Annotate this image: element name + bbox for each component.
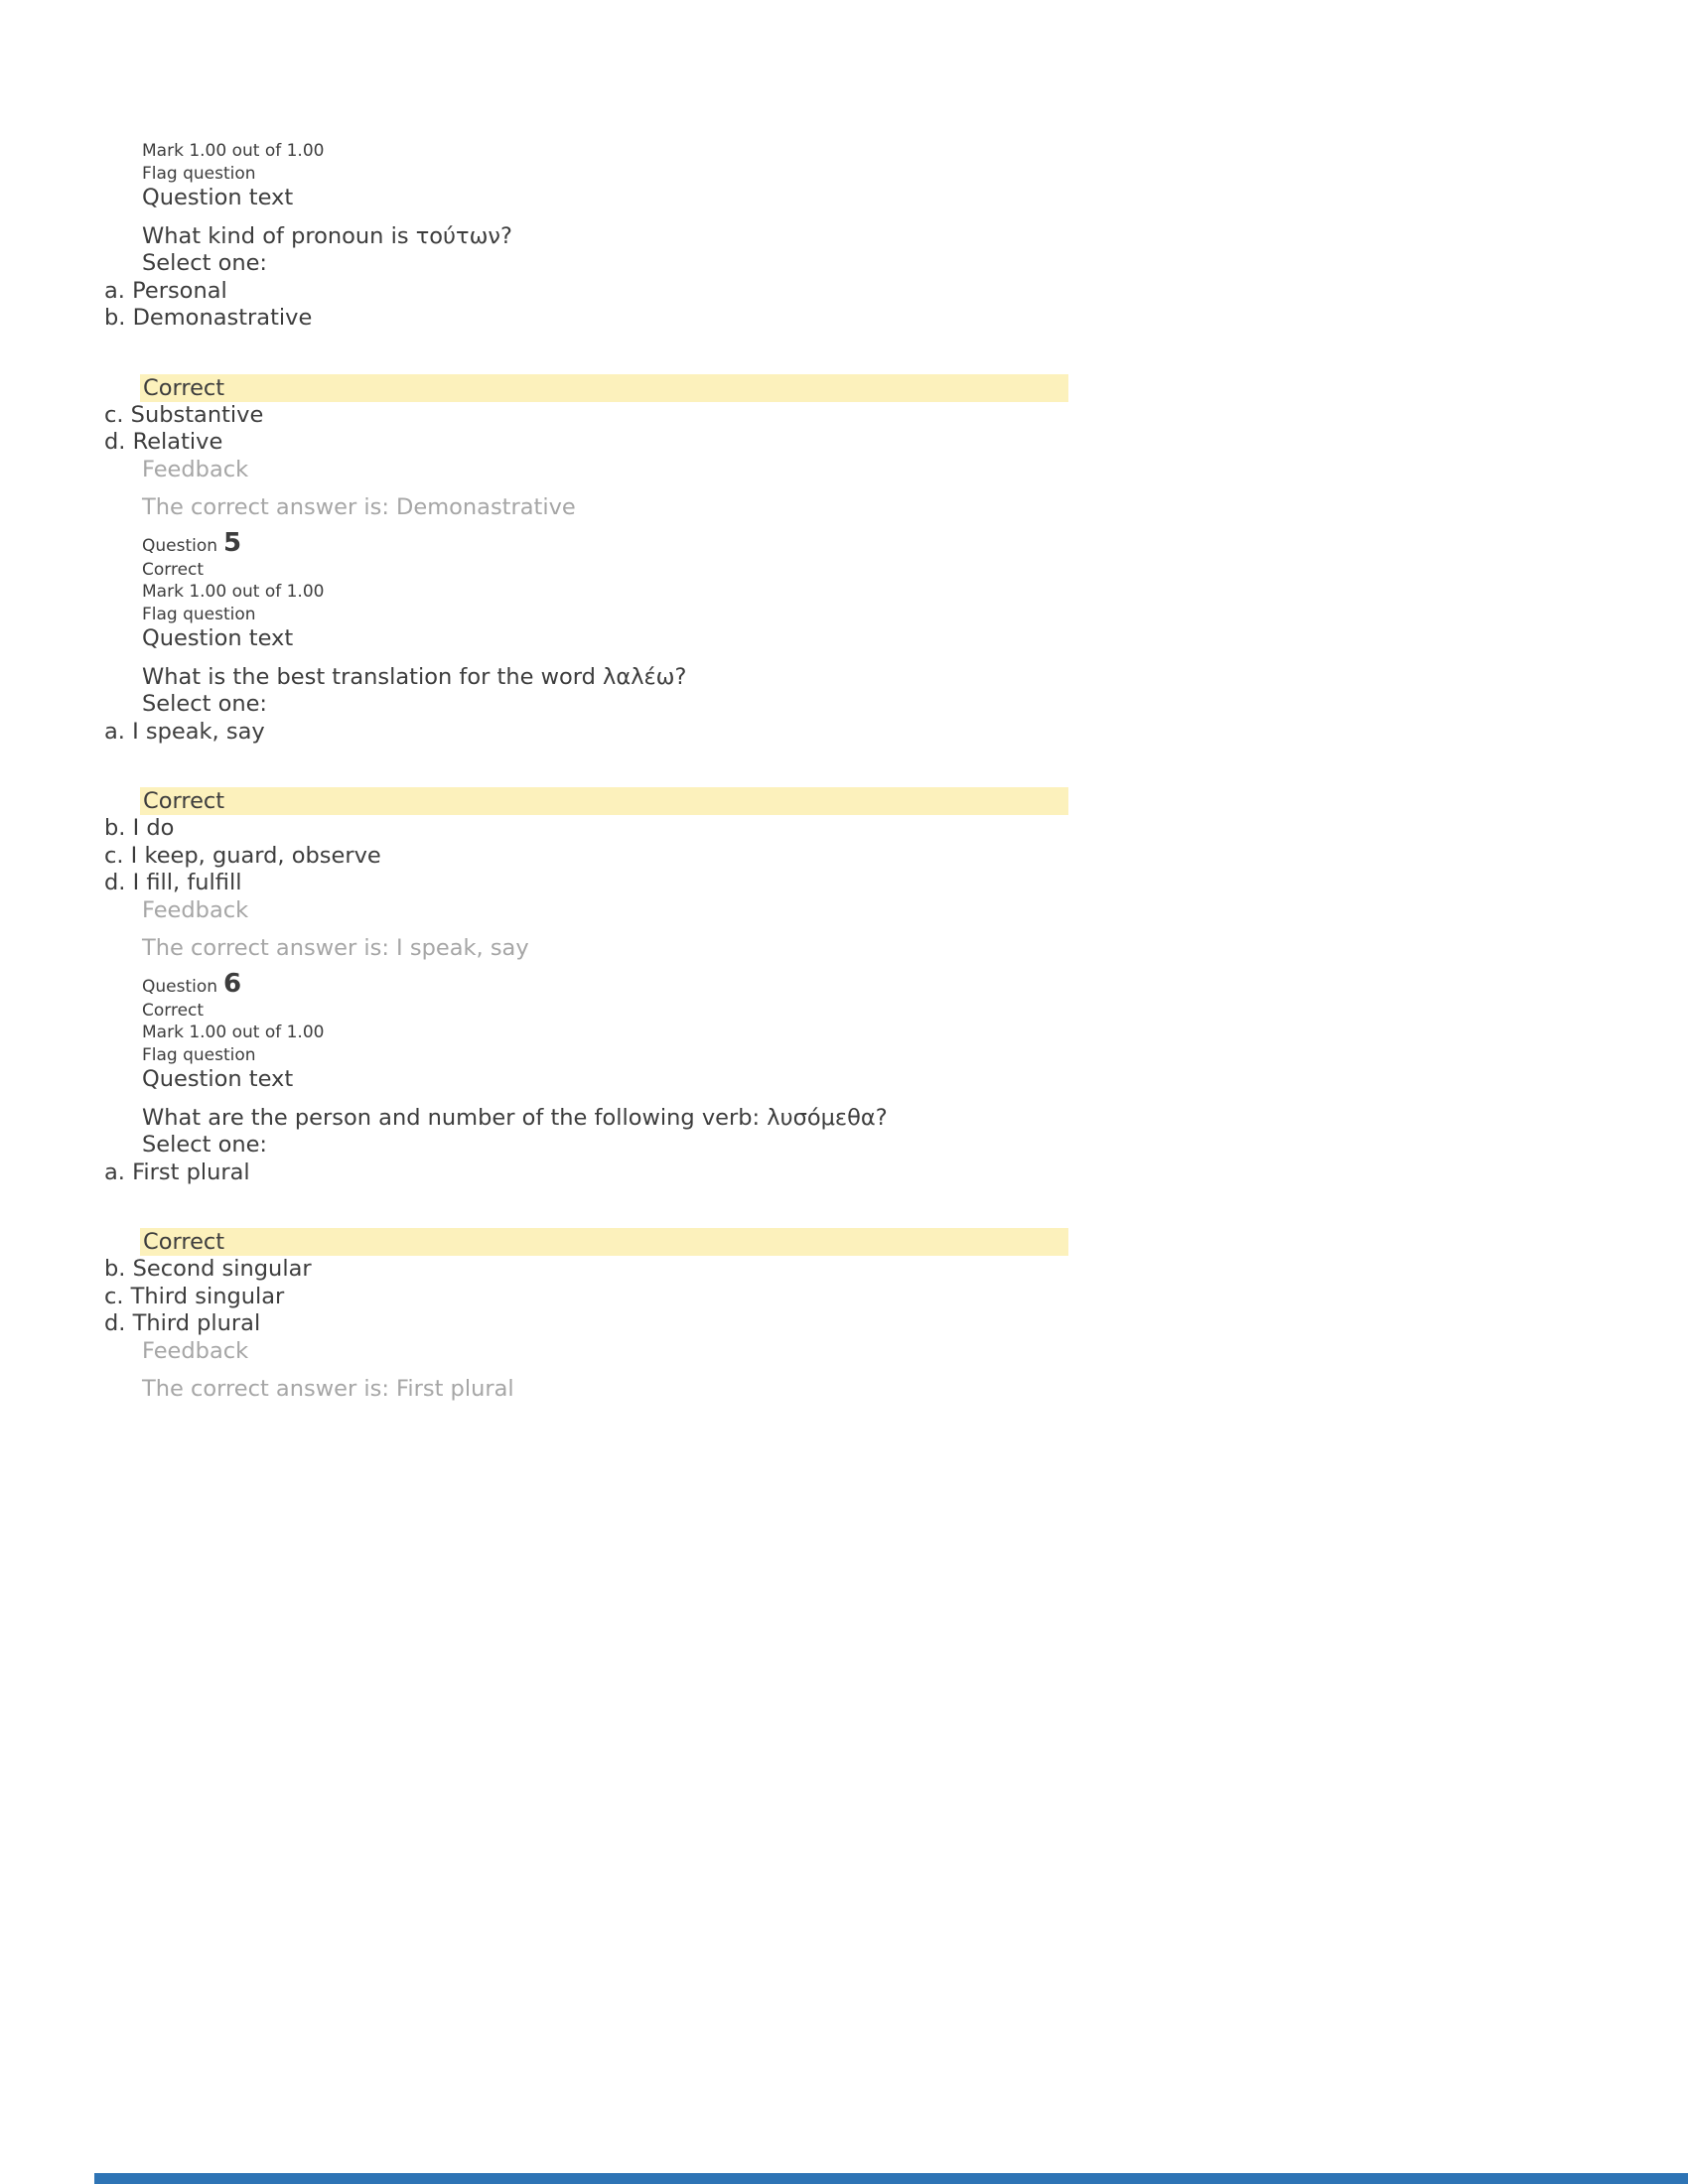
mark-label: Mark 1.00 out of 1.00 — [142, 1023, 325, 1042]
feedback-label: Feedback — [142, 896, 249, 923]
flag-question-link[interactable]: Flag question — [142, 1044, 256, 1065]
answer-option[interactable]: a. Personal — [104, 277, 227, 304]
feedback-label: Feedback — [142, 456, 249, 482]
select-one-label: Select one: — [142, 250, 268, 276]
feedback-answer: The correct answer is: First plural — [142, 1376, 514, 1402]
question-text-label: Question text — [142, 625, 294, 651]
question-word: Question — [142, 535, 218, 556]
flag-question-link[interactable]: Flag question — [142, 604, 256, 624]
select-one-label: Select one: — [142, 691, 268, 717]
mark-label: Mark 1.00 out of 1.00 — [142, 582, 325, 602]
answer-option[interactable]: a. First plural — [104, 1159, 250, 1185]
correct-highlight: Correct — [140, 787, 1068, 815]
question-section — [104, 968, 1296, 1404]
question-number-line — [104, 968, 1296, 1000]
question-number: 6 — [223, 968, 242, 999]
correct-highlight: Correct — [140, 1228, 1068, 1256]
answer-option[interactable]: b. Second singular — [104, 1256, 312, 1282]
answer-option[interactable]: c. I keep, guard, observe — [104, 842, 381, 869]
question-prompt: What kind of pronoun is τούτων? — [142, 222, 512, 249]
answer-option[interactable]: b. I do — [104, 815, 175, 841]
question-text-label: Question text — [142, 185, 294, 210]
correct-highlight: Correct — [140, 374, 1068, 402]
feedback-answer: The correct answer is: Demonastrative — [142, 494, 576, 520]
question-number: 5 — [223, 527, 242, 558]
answer-option[interactable]: b. Demonastrative — [104, 305, 313, 331]
question-word: Question — [142, 976, 218, 997]
mark-label: Mark 1.00 out of 1.00 — [142, 141, 325, 161]
answer-option[interactable]: c. Third singular — [104, 1283, 285, 1309]
question-status: Correct — [142, 1000, 205, 1021]
answer-option[interactable]: c. Substantive — [104, 401, 264, 428]
answer-option[interactable]: a. I speak, say — [104, 718, 265, 745]
quiz-review-content — [104, 140, 1296, 1404]
question-text-label: Question text — [142, 1066, 294, 1092]
question-prompt: What are the person and number of the following verb: λυσόμεθα? — [142, 1104, 888, 1131]
answer-option[interactable]: d. Relative — [104, 429, 223, 455]
feedback-answer: The correct answer is: I speak, say — [142, 935, 529, 961]
question-prompt: What is the best translation for the word λαλέω? — [142, 663, 687, 690]
page-footer-bar — [94, 2173, 1688, 2184]
answer-option[interactable]: d. Third plural — [104, 1310, 261, 1336]
feedback-label: Feedback — [142, 1337, 249, 1364]
flag-question-link[interactable]: Flag question — [142, 163, 256, 184]
answer-option[interactable]: d. I fill, fulfill — [104, 870, 242, 895]
question-section — [104, 527, 1296, 963]
question-status: Correct — [142, 559, 205, 580]
select-one-label: Select one: — [142, 1132, 268, 1158]
question-section — [104, 140, 1296, 522]
question-number-line — [104, 527, 1296, 559]
